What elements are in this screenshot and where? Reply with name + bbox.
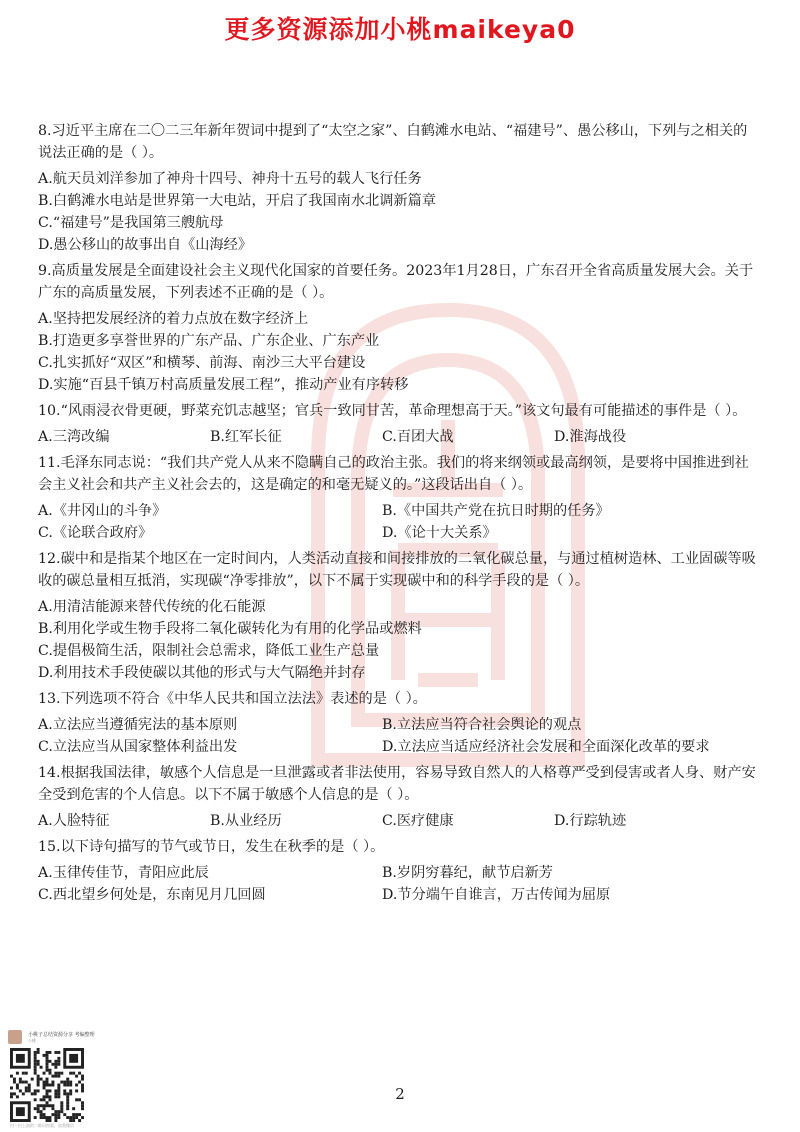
option-a: A.玉律传佳节，青阳应此辰 [38,865,209,881]
question-stem: 15.以下诗句描写的节气或节日，发生在秋季的是（ ）。 [38,839,385,855]
option-c: C.扎实抓好“双区”和横琴、前海、南沙三大平台建设 [38,355,366,371]
question-14 [38,762,758,832]
option-a: A.三湾改编 [38,429,110,445]
option-a: A.立法应当遵循宪法的基本原则 [38,717,238,733]
option-c: C.西北望乡何处是，东南见月几回圆 [38,887,266,903]
option-c: C.医疗健康 [382,813,454,829]
question-stem: 10.“风雨浸衣骨更硬，野菜充饥志越坚；官兵一致同甘苦，革命理想高于天。”该文句最有可能描述的事件是（ ）。 [38,403,747,419]
question-10 [38,400,758,448]
option-d: D.立法应当适应经济社会发展和全面深化改革的要求 [382,739,710,755]
option-a: A.坚持把发展经济的着力点放在数字经济上 [38,311,309,327]
option-d: D.行踪轨迹 [554,813,627,829]
question-stem: 8.习近平主席在二〇二三年新年贺词中提到了“太空之家”、白鹤滩水电站、“福建号”、愚公移山，下列与之相关的说法正确的是（ ）。 [38,123,748,161]
option-d: D.《论十大关系》 [382,525,497,541]
option-d: D.实施“百县千镇万村高质量发展工程”，推动产业有序转移 [38,377,409,393]
option-a: A.航天员刘洋参加了神舟十四号、神舟十五号的载人飞行任务 [38,171,422,187]
option-b: B.《中国共产党在抗日时期的任务》 [382,503,610,519]
option-d: D.淮海战役 [554,429,627,445]
question-list [38,120,758,910]
question-12 [38,548,758,684]
question-stem: 12.碳中和是指某个地区在一定时间内，人类活动直接和间接排放的二氧化碳总量，与通过植树造林、工业固碳等吸收的碳总量相互抵消，实现碳“净零排放”，以下不属于实现碳中和的科学手段的是（ ）。 [38,551,756,589]
option-b: B.从业经历 [210,813,282,829]
qr-footer: 扫一扫上面的二维码图案，加我微信 [10,1123,74,1128]
option-c: C.提倡极简生活，限制社会总需求，降低工业生产总量 [38,643,380,659]
option-b: B.利用化学或生物手段将二氧化碳转化为有用的化学品或燃料 [38,621,422,637]
question-8 [38,120,758,256]
option-a: A.用清洁能源来替代传统的化石能源 [38,599,266,615]
option-b: B.红军长征 [210,429,282,445]
option-d: D.利用技术手段使碳以其他的形式与大气隔绝并封存 [38,665,366,681]
option-c: C.百团大战 [382,429,454,445]
option-b: B.白鹤滩水电站是世界第一大电站，开启了我国南水北调新篇章 [38,193,437,209]
avatar [8,1030,22,1044]
question-13 [38,688,758,758]
promo-banner: 更多资源添加小桃maikeya0 [224,15,576,44]
question-11 [38,452,758,544]
option-c: C.立法应当从国家整体利益出发 [38,739,238,755]
option-c: C.《论联合政府》 [38,525,153,541]
option-a: A.《井冈山的斗争》 [38,503,167,519]
question-stem: 14.根据我国法律，敏感个人信息是一旦泄露或者非法使用，容易导致自然人的人格尊严受到侵害或者人身、财产安全受到危害的个人信息。以下不属于敏感个人信息的是（ ）。 [38,765,756,803]
question-stem: 13.下列选项不符合《中华人民共和国立法法》表述的是（ ）。 [38,691,427,707]
qr-subtitle: 小桃 [28,1038,36,1043]
question-15 [38,836,758,906]
option-d: D.节分端午自谁言，万古传闻为屈原 [382,887,611,903]
option-b: B.岁阴穷暮纪，献节启新芳 [382,865,553,881]
option-a: A.人脸特征 [38,813,110,829]
wechat-qr-card [8,1030,168,1130]
question-9 [38,260,758,396]
page-number: 2 [395,1085,405,1103]
option-d: D.愚公移山的故事出自《山海经》 [38,237,253,253]
option-c: C.“福建号”是我国第三艘航母 [38,215,224,231]
qr-caption: 小桃子总结资源分享 考编整理 [28,1032,95,1038]
question-stem: 9.高质量发展是全面建设社会主义现代化国家的首要任务。2023年1月28日，广东召开全省高质量发展大会。关于广东的高质量发展，下列表述不正确的是（ ）。 [38,263,754,301]
option-b: B.打造更多享誉世界的广东产品、广东企业、广东产业 [38,333,380,349]
option-b: B.立法应当符合社会舆论的观点 [382,717,582,733]
question-stem: 11.毛泽东同志说：“我们共产党人从来不隐瞒自己的政治主张。我们的将来纲领或最高纲领，是要将中国推进到社会主义社会和共产主义社会去的，这是确定的和毫无疑义的。”这段话出自（ ）。 [38,455,749,493]
